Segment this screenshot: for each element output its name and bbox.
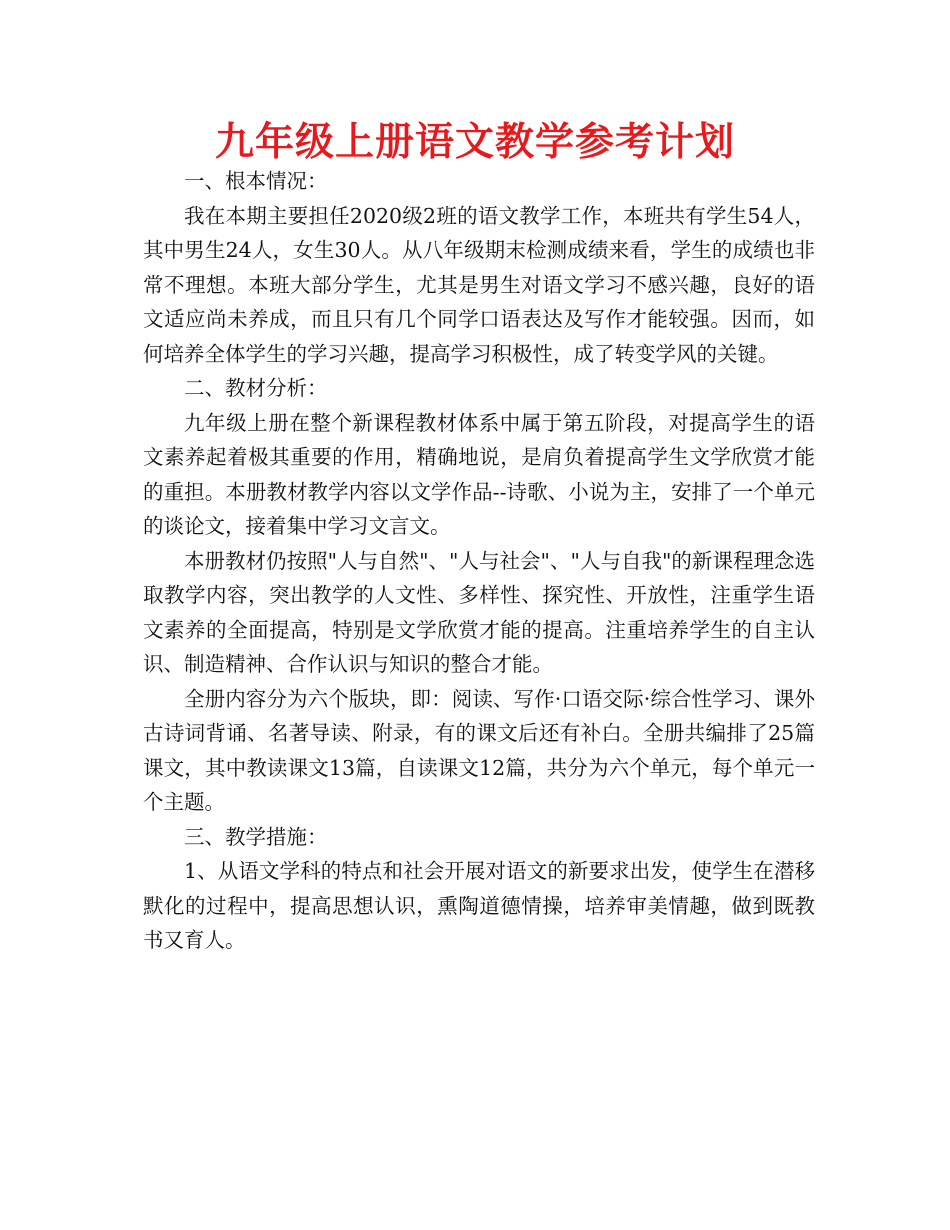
document-body	[143, 164, 815, 958]
paragraph-textbook-content: 全册内容分为六个版块，即：阅读、写作·口语交际·综合性学习、课外古诗词背诵、名著导读、附录，有的课文后还有补白。全册共编排了25篇课文，其中教读课文13篇，自读课文12篇，共分为六个单元，每个单元一个主题。	[143, 686, 815, 814]
section-heading-basic-situation: 一、根本情况：	[184, 169, 328, 193]
section-heading-teaching-measures: 三、教学措施：	[184, 824, 328, 849]
section-heading-textbook-analysis: 二、教材分析：	[184, 376, 328, 400]
paragraph-textbook-concept: 本册教材仍按照"人与自然"、"人与社会"、"人与自我"的新课程理念选取教学内容，突出教学的人文性、多样性、探究性、开放性，注重学生语文素养的全面提高，特别是文学欣赏才能的提高。注重培养学生的自主认识、制造精神、合作认识与知识的整合才能。	[143, 548, 815, 676]
document-title: 九年级上册语文教学参考计划	[214, 120, 735, 165]
paragraph-textbook-stage: 九年级上册在整个新课程教材体系中属于第五阶段，对提高学生的语文素养起着极其重要的作用，精确地说，是肩负着提高学生文学欣赏才能的重担。本册教材教学内容以文学作品--诗歌、小说为主，安排了一个单元的谈论文，接着集中学习文言文。	[143, 410, 815, 538]
paragraph-measure-1: 1、从语文学科的特点和社会开展对语文的新要求出发，使学生在潜移默化的过程中，提高思想认识，熏陶道德情操，培养审美情趣，做到既教书又育人。	[143, 859, 815, 952]
paragraph-basic-situation: 我在本期主要担任2020级2班的语文教学工作，本班共有学生54人，其中男生24人，女生30人。从八年级期末检测成绩来看，学生的成绩也非常不理想。本班大部分学生，尤其是男生对语文学习不感兴趣，良好的语文适应尚未养成，而且只有几个同学口语表达及写作才能较强。因而，如何培养全体学生的学习兴趣，提高学习积极性，成了转变学风的关键。	[143, 203, 815, 366]
